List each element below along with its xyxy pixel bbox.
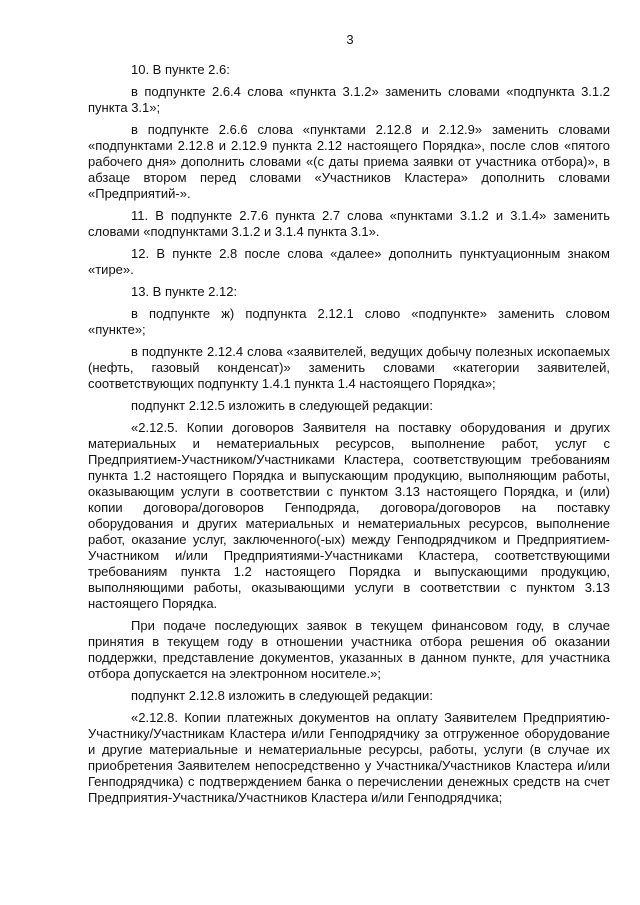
document-body	[88, 62, 610, 806]
paragraph: «2.12.8. Копии платежных документов на оплату Заявителем Предприятию-Участнику/Участникам Кластера и/или Генподрядчику за отгруженное оборудование и другие материальные и нематериальные ресурсы, работы, услуги (в случае их приобретения Заявителем непосредственно у Участника/Участников Кластера и/или Генподрядчика) с подтверждением банка о перечислении денежных средств на счет Предприятия-Участника/Участников Кластера и/или Генподрядчика;	[88, 710, 610, 805]
paragraph: в подпункте ж) подпункта 2.12.1 слово «подпункте» заменить словом «пункте»;	[88, 306, 610, 337]
paragraph: 11. В подпункте 2.7.6 пункта 2.7 слова «пунктами 3.1.2 и 3.1.4» заменить словами «подпунктами 3.1.2 и 3.1.4 пункта 3.1».	[88, 208, 610, 239]
paragraph: в подпункте 2.12.4 слова «заявителей, ведущих добычу полезных ископаемых (нефть, газовый конденсат)» заменить словами «категории заявителей, соответствующих подпункту 1.4.1 пункта 1.4 настоящего Порядка»;	[88, 344, 610, 391]
paragraph: подпункт 2.12.5 изложить в следующей редакции:	[131, 398, 433, 413]
paragraph: 10. В пункте 2.6:	[131, 62, 230, 77]
page-number: 3	[346, 32, 354, 47]
paragraph: «2.12.5. Копии договоров Заявителя на поставку оборудования и других материальных и нематериальных ресурсов, выполнение работ, услуг с Предприятием-Участником/Участниками Кластера, соответствующим требованиям пункта 1.2 настоящего Порядка и выпускающим продукцию, выполняющим работы, оказывающим услуги в соответствии с пунктом 3.13 настоящего Порядка, и (или) копии договора/договоров Генподряда, договора/договоров на поставку оборудования и других материальных и нематериальных ресурсов, выполнение работ, оказание услуг, заключенного(-ых) между Генподрядчиком и Предприятием-Участником и/или Предприятиями-Участниками Кластера, соответствующими требованиям пункта 1.2 настоящего Порядка и выпускающими продукцию, выполняющими работы, оказывающими услуги в соответствии с пунктом 3.13 настоящего Порядка.	[88, 420, 610, 611]
paragraph: подпункт 2.12.8 изложить в следующей редакции:	[131, 688, 433, 703]
paragraph: 13. В пункте 2.12:	[131, 284, 238, 299]
paragraph: в подпункте 2.6.6 слова «пунктами 2.12.8 и 2.12.9» заменить словами «подпунктами 2.12.8 и 2.12.9 пункта 2.12 настоящего Порядка», после слов «пятого рабочего дня» дополнить словами «(с даты приема заявки от участника отбора)», в абзаце втором перед словами «Участников Кластера» дополнить словами «Предприятий-».	[88, 122, 610, 201]
paragraph: При подаче последующих заявок в текущем финансовом году, в случае принятия в текущем году в отношении участника отбора решения об оказании поддержки, представление документов, указанных в данном пункте, для участника отбора допускается на электронном носителе.»;	[88, 618, 610, 681]
paragraph: 12. В пункте 2.8 после слова «далее» дополнить пунктуационным знаком «тире».	[88, 246, 610, 277]
paragraph: в подпункте 2.6.4 слова «пункта 3.1.2» заменить словами «подпункта 3.1.2 пункта 3.1»;	[88, 84, 610, 115]
